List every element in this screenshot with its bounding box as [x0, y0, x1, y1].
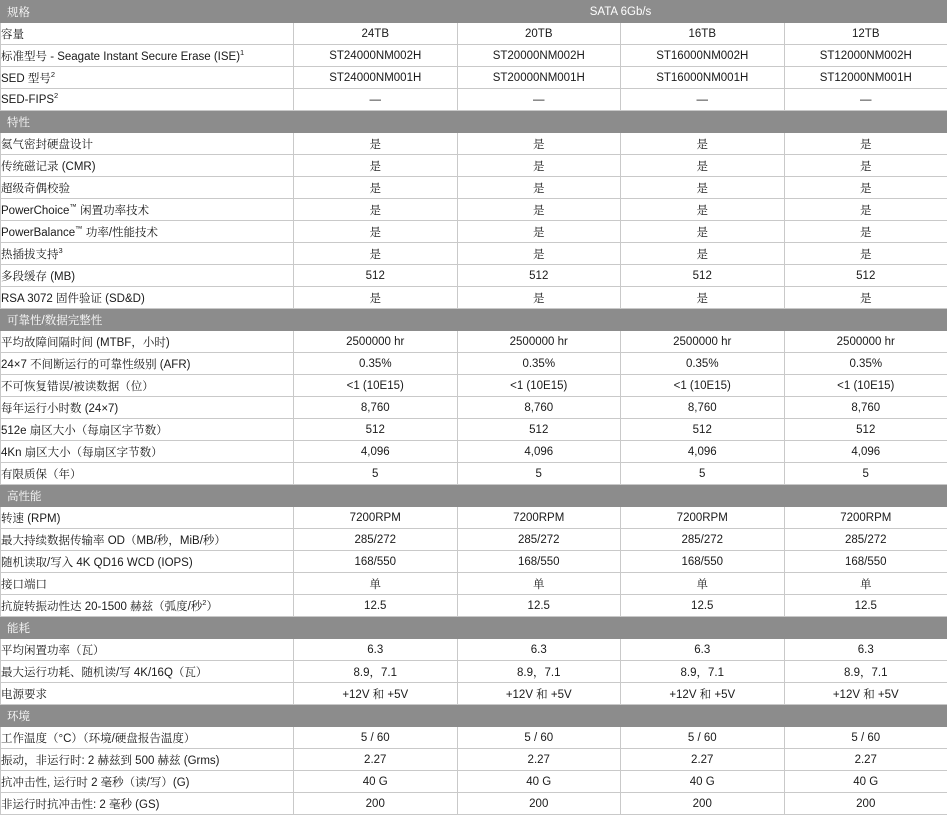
cell-value: 2500000 hr — [621, 331, 785, 353]
row-label: 最大持续数据传输率 OD（MB/秒，MiB/秒） — [1, 529, 294, 551]
table-row — [1, 177, 947, 199]
cell-value: ST12000NM002H — [784, 45, 947, 67]
table-row — [1, 595, 947, 617]
table-row — [1, 441, 947, 463]
cell-value: 168/550 — [294, 551, 458, 573]
row-label: 抗冲击性, 运行时 2 毫秒（读/写）(G) — [1, 771, 294, 793]
cell-value: ST20000NM001H — [457, 67, 621, 89]
table-row — [1, 67, 947, 89]
cell-value: 40 G — [294, 771, 458, 793]
row-label: SED 型号$^2$ — [1, 67, 294, 89]
row-label: PowerChoice™ 闲置功率技术 — [1, 199, 294, 221]
cell-value: 512 — [294, 419, 458, 441]
cell-value: 285/272 — [784, 529, 947, 551]
table-row — [1, 375, 947, 397]
capacity-value: 12TB — [784, 23, 947, 45]
section-header-row — [1, 705, 947, 727]
row-label: 热插拔支持$^3$ — [1, 243, 294, 265]
table-row — [1, 133, 947, 155]
table-row — [1, 243, 947, 265]
table-row — [1, 573, 947, 595]
row-label: 容量 — [1, 23, 294, 45]
cell-value: 0.35% — [784, 353, 947, 375]
cell-value: 7200RPM — [621, 507, 785, 529]
cell-value: 512 — [457, 265, 621, 287]
cell-value: 6.3 — [294, 639, 458, 661]
cell-value: 7200RPM — [784, 507, 947, 529]
cell-value: — — [621, 89, 785, 111]
cell-value: <1 (10E15) — [784, 375, 947, 397]
cell-value: 200 — [784, 793, 947, 815]
cell-value: 是 — [294, 133, 458, 155]
row-label: RSA 3072 固件验证 (SD&D) — [1, 287, 294, 309]
row-label: 接口端口 — [1, 573, 294, 595]
cell-value: 是 — [621, 133, 785, 155]
cell-value: ST24000NM002H — [294, 45, 458, 67]
cell-value: 200 — [457, 793, 621, 815]
cell-value: 0.35% — [457, 353, 621, 375]
cell-value: 285/272 — [457, 529, 621, 551]
cell-value: 8,760 — [621, 397, 785, 419]
row-label: 氦气密封硬盘设计 — [1, 133, 294, 155]
row-label: 4Kn 扇区大小（每扇区字节数） — [1, 441, 294, 463]
cell-value: 4,096 — [457, 441, 621, 463]
cell-value: 单 — [457, 573, 621, 595]
row-label: 平均闲置功率（瓦） — [1, 639, 294, 661]
section-header-row — [1, 309, 947, 331]
spec-header-label: 规格 — [1, 1, 294, 23]
cell-value: ST12000NM001H — [784, 67, 947, 89]
cell-value: 是 — [621, 243, 785, 265]
table-row — [1, 683, 947, 705]
cell-value: 40 G — [621, 771, 785, 793]
table-row — [1, 727, 947, 749]
row-label: 每年运行小时数 (24×7) — [1, 397, 294, 419]
table-row — [1, 265, 947, 287]
table-row — [1, 507, 947, 529]
cell-value: 168/550 — [621, 551, 785, 573]
cell-value: 5 / 60 — [621, 727, 785, 749]
cell-value: 2500000 hr — [784, 331, 947, 353]
cell-value: 是 — [621, 199, 785, 221]
capacity-row — [1, 23, 947, 45]
cell-value: 512 — [784, 265, 947, 287]
cell-value: <1 (10E15) — [457, 375, 621, 397]
cell-value: 2.27 — [294, 749, 458, 771]
cell-value: 5 / 60 — [457, 727, 621, 749]
row-label: 最大运行功耗、随机读/写 4K/16Q（瓦） — [1, 661, 294, 683]
cell-value: 512 — [621, 265, 785, 287]
row-label: 电源要求 — [1, 683, 294, 705]
cell-value: 是 — [294, 221, 458, 243]
cell-value: 5 — [784, 463, 947, 485]
cell-value: 是 — [784, 133, 947, 155]
cell-value: 是 — [457, 287, 621, 309]
row-label: 有限质保（年） — [1, 463, 294, 485]
row-label: 振动，非运行时: 2 赫兹到 500 赫兹 (Grms) — [1, 749, 294, 771]
cell-value: 40 G — [784, 771, 947, 793]
table-row — [1, 221, 947, 243]
table-row — [1, 771, 947, 793]
row-label: 超级奇偶校验 — [1, 177, 294, 199]
cell-value: 2.27 — [457, 749, 621, 771]
section-header-row — [1, 617, 947, 639]
section-header-row — [1, 485, 947, 507]
section-header-label: 高性能 — [1, 485, 947, 507]
cell-value: 是 — [457, 243, 621, 265]
row-label: 抗旋转振动性达 20-1500 赫兹（弧度/秒$^2$） — [1, 595, 294, 617]
table-row — [1, 155, 947, 177]
cell-value: 0.35% — [294, 353, 458, 375]
row-label: 传统磁记录 (CMR) — [1, 155, 294, 177]
cell-value: 5 — [621, 463, 785, 485]
cell-value: 2.27 — [621, 749, 785, 771]
cell-value: 12.5 — [457, 595, 621, 617]
cell-value: 12.5 — [784, 595, 947, 617]
cell-value: +12V 和 +5V — [784, 683, 947, 705]
row-label: 随机读取/写入 4K QD16 WCD (IOPS) — [1, 551, 294, 573]
cell-value: 8,760 — [294, 397, 458, 419]
cell-value: ST20000NM002H — [457, 45, 621, 67]
cell-value: 4,096 — [294, 441, 458, 463]
row-label: SED-FIPS$^2$ — [1, 89, 294, 111]
section-header-label: 可靠性/数据完整性 — [1, 309, 947, 331]
cell-value: 8.9，7.1 — [784, 661, 947, 683]
cell-value: 单 — [294, 573, 458, 595]
cell-value: 12.5 — [294, 595, 458, 617]
section-header-label: 能耗 — [1, 617, 947, 639]
cell-value: 8.9，7.1 — [457, 661, 621, 683]
cell-value: 是 — [294, 177, 458, 199]
cell-value: 200 — [294, 793, 458, 815]
cell-value: 是 — [457, 199, 621, 221]
row-label: 非运行时抗冲击性: 2 毫秒 (GS) — [1, 793, 294, 815]
cell-value: 5 / 60 — [294, 727, 458, 749]
cell-value: 7200RPM — [294, 507, 458, 529]
table-body — [1, 1, 947, 815]
cell-value: +12V 和 +5V — [457, 683, 621, 705]
cell-value: 512 — [784, 419, 947, 441]
cell-value: 是 — [294, 199, 458, 221]
table-row — [1, 353, 947, 375]
table-row — [1, 45, 947, 67]
cell-value: ST16000NM001H — [621, 67, 785, 89]
cell-value: 8.9，7.1 — [294, 661, 458, 683]
cell-value: 是 — [784, 243, 947, 265]
cell-value: 12.5 — [621, 595, 785, 617]
cell-value: 5 — [294, 463, 458, 485]
table-row — [1, 551, 947, 573]
interface-header-value: SATA 6Gb/s — [294, 1, 947, 23]
cell-value: 285/272 — [621, 529, 785, 551]
cell-value: ST24000NM001H — [294, 67, 458, 89]
cell-value: <1 (10E15) — [294, 375, 458, 397]
cell-value: 512 — [457, 419, 621, 441]
row-label: 24×7 不间断运行的可靠性级别 (AFR) — [1, 353, 294, 375]
cell-value: 单 — [784, 573, 947, 595]
table-row — [1, 199, 947, 221]
cell-value: 168/550 — [784, 551, 947, 573]
capacity-value: 20TB — [457, 23, 621, 45]
table-row — [1, 287, 947, 309]
table-row — [1, 463, 947, 485]
cell-value: 单 — [621, 573, 785, 595]
capacity-value: 16TB — [621, 23, 785, 45]
cell-value: 0.35% — [621, 353, 785, 375]
row-label: 512e 扇区大小（每扇区字节数） — [1, 419, 294, 441]
cell-value: 2.27 — [784, 749, 947, 771]
cell-value: 4,096 — [784, 441, 947, 463]
row-label: 转速 (RPM) — [1, 507, 294, 529]
cell-value: 200 — [621, 793, 785, 815]
table-row — [1, 639, 947, 661]
cell-value: 是 — [294, 287, 458, 309]
cell-value: 2500000 hr — [294, 331, 458, 353]
cell-value: 6.3 — [457, 639, 621, 661]
cell-value: — — [784, 89, 947, 111]
cell-value: 是 — [784, 155, 947, 177]
cell-value: <1 (10E15) — [621, 375, 785, 397]
cell-value: 5 — [457, 463, 621, 485]
table-row — [1, 397, 947, 419]
cell-value: 7200RPM — [457, 507, 621, 529]
table-row — [1, 89, 947, 111]
table-row — [1, 749, 947, 771]
cell-value: 512 — [621, 419, 785, 441]
cell-value: 是 — [457, 155, 621, 177]
cell-value: 8,760 — [784, 397, 947, 419]
table-row — [1, 529, 947, 551]
section-header-label: 环境 — [1, 705, 947, 727]
row-label: PowerBalance™ 功率/性能技术 — [1, 221, 294, 243]
capacity-value: 24TB — [294, 23, 458, 45]
cell-value: 8,760 — [457, 397, 621, 419]
cell-value: 是 — [621, 221, 785, 243]
table-row — [1, 661, 947, 683]
cell-value: ST16000NM002H — [621, 45, 785, 67]
table-row — [1, 331, 947, 353]
row-label: 平均故障间隔时间 (MTBF，小时) — [1, 331, 294, 353]
cell-value: 512 — [294, 265, 458, 287]
section-header-row — [1, 111, 947, 133]
cell-value: 是 — [784, 221, 947, 243]
cell-value: +12V 和 +5V — [621, 683, 785, 705]
cell-value: 是 — [294, 243, 458, 265]
table-row — [1, 793, 947, 815]
cell-value: 是 — [457, 177, 621, 199]
cell-value: +12V 和 +5V — [294, 683, 458, 705]
cell-value: 是 — [784, 177, 947, 199]
cell-value: 285/272 — [294, 529, 458, 551]
cell-value: — — [457, 89, 621, 111]
table-header-row — [1, 1, 947, 23]
row-label: 不可恢复错误/被读数据（位） — [1, 375, 294, 397]
cell-value: 是 — [457, 133, 621, 155]
cell-value: 是 — [621, 155, 785, 177]
cell-value: 是 — [457, 221, 621, 243]
cell-value: 是 — [621, 177, 785, 199]
cell-value: 6.3 — [784, 639, 947, 661]
cell-value: 2500000 hr — [457, 331, 621, 353]
cell-value: 168/550 — [457, 551, 621, 573]
section-header-label: 特性 — [1, 111, 947, 133]
cell-value: 5 / 60 — [784, 727, 947, 749]
cell-value: 是 — [621, 287, 785, 309]
cell-value: 是 — [784, 199, 947, 221]
row-label: 多段缓存 (MB) — [1, 265, 294, 287]
row-label: 工作温度（°C）（环境/硬盘报告温度） — [1, 727, 294, 749]
row-label: 标准型号 - Seagate Instant Secure Erase (ISE)$^1$ — [1, 45, 294, 67]
cell-value: — — [294, 89, 458, 111]
cell-value: 40 G — [457, 771, 621, 793]
cell-value: 6.3 — [621, 639, 785, 661]
table-row — [1, 419, 947, 441]
cell-value: 是 — [784, 287, 947, 309]
cell-value: 4,096 — [621, 441, 785, 463]
cell-value: 8.9，7.1 — [621, 661, 785, 683]
cell-value: 是 — [294, 155, 458, 177]
